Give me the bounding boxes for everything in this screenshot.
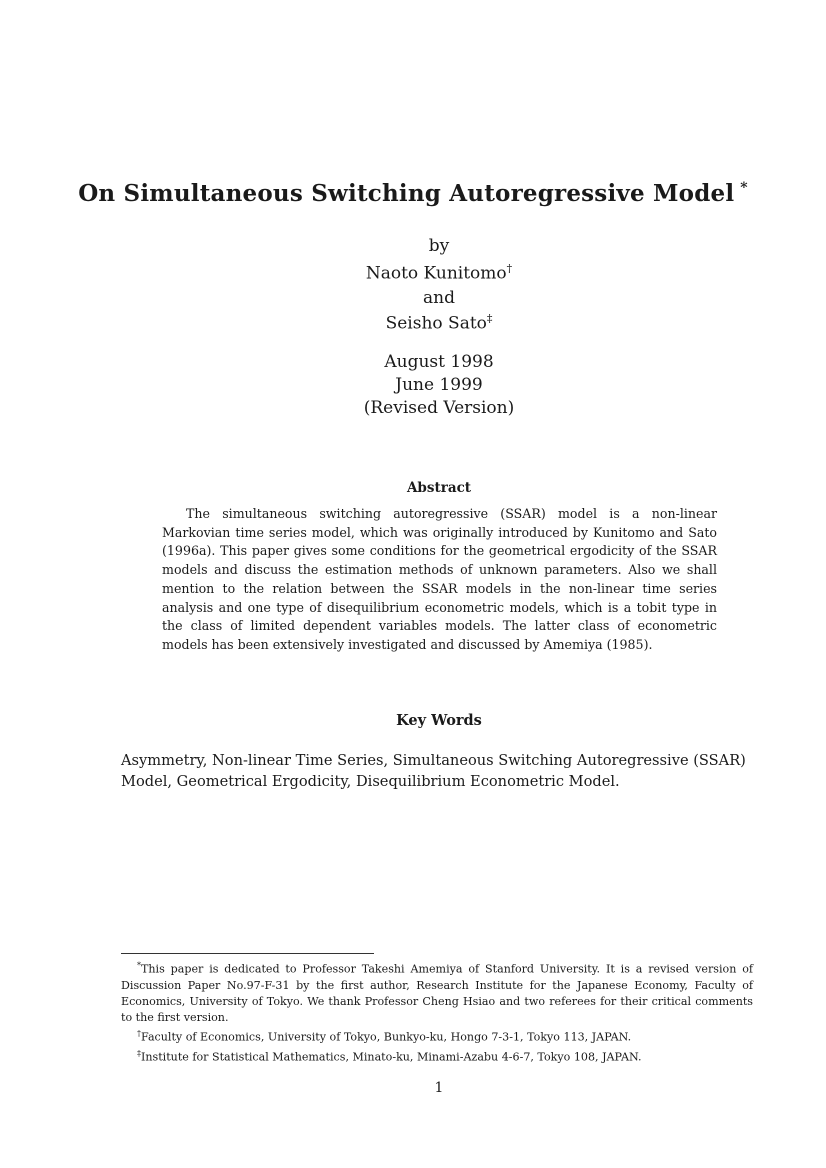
author-1 [0,262,826,284]
date-line-1: August 1998 [384,352,494,372]
footnotes [121,958,753,1066]
footnote-3-mark: ‡ [137,1048,141,1058]
version-line: (Revised Version) [363,398,515,418]
footnote-1-mark: * [137,961,141,970]
footnote-rule [121,953,374,954]
footnote-2 [121,1026,753,1046]
author-2-name: Seisho Sato [385,313,487,334]
footnote-3-text: Institute for Statistical Mathematics, Minato-ku, Minami-Azabu 4-6-7, Tokyo 108, JAPAN. [141,1050,642,1064]
author-2-mark: ‡ [486,312,493,325]
footnote-1-text: This paper is dedicated to Professor Takeshi Amemiya of Stanford University. It is a revised version of Discussion Paper No.97-F-31 by the first author, Research Institute for the Japanese Economy, Faculty of Economics, University of Tokyo. We thank Professor Cheng Hsiao and two referees for their critical comments to the first version. [121,962,753,1024]
paper-title [0,180,826,207]
and-line: and [423,288,455,308]
abstract-text: The simultaneous switching autoregressive (SSAR) model is a non-linear Markovian time series model, which was originally introduced by Kunitomo and Sato (1996a). This paper gives some conditions for the geometrical ergodicity of the SSAR models and discuss the estimation methods of unknown parameters. Also we shall mention to the relation between the SSAR models in the non-linear time series analysis and one type of disequilibrium econometric models, which is a tobit type in the class of limited dependent variables models. The latter class of econometric models has been extensively investigated and discussed by Amemiya (1985). [162,506,717,652]
author-2 [0,312,826,334]
title-footnote-mark: * [740,180,748,197]
footnote-3 [121,1046,753,1066]
footnote-1 [121,958,753,1026]
abstract-heading: Abstract [406,480,472,496]
date-line-2: June 1999 [395,375,483,395]
author-1-name: Naoto Kunitomo [365,263,507,284]
keywords-text: Asymmetry, Non-linear Time Series, Simultaneous Switching Autoregressive (SSAR) Model, Geometrical Ergodicity, Disequilibrium Econometric Model. [121,752,746,790]
footnote-2-text: Faculty of Economics, University of Tokyo, Bunkyo-ku, Hongo 7-3-1, Tokyo 113, JAPAN. [141,1030,632,1044]
by-line: by [428,236,450,256]
keywords-heading: Key Words [396,712,482,729]
page-number: 1 [434,1080,444,1096]
title-text: On Simultaneous Switching Autoregressive Model [78,180,735,207]
footnote-2-mark: † [137,1029,141,1039]
author-1-mark: † [506,262,513,275]
